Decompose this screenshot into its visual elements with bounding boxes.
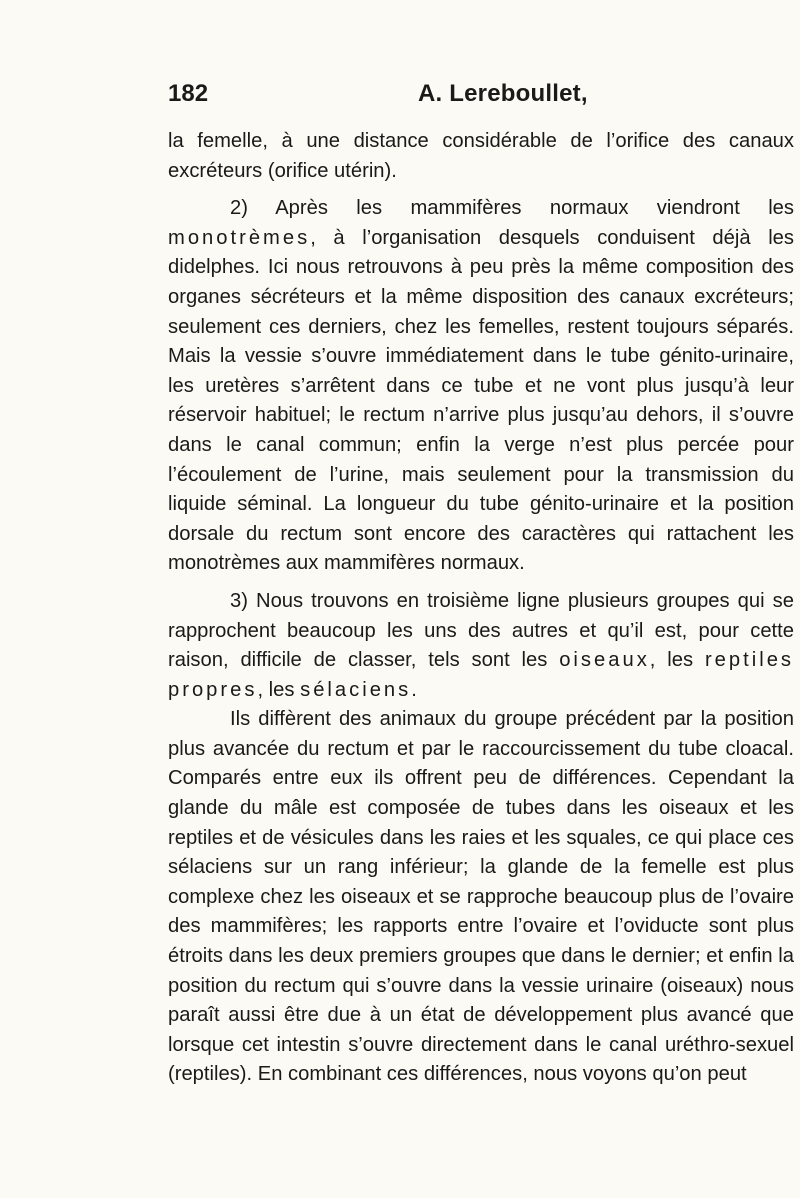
paragraph	[168, 194, 794, 579]
text-run: la femelle, à une distance considérable de l’orifice des canaux excréteurs (orifice utérin).	[168, 130, 794, 182]
running-head: A. Lereboullet,	[418, 80, 588, 107]
paragraph	[168, 127, 794, 186]
paragraph	[168, 587, 794, 705]
page-number: 182	[168, 80, 209, 107]
body-text	[168, 127, 794, 1090]
book-page	[168, 80, 794, 1090]
paragraph	[168, 705, 794, 1090]
spaced-term: oiseaux	[559, 649, 650, 672]
text-run: 3) Nous trouvons en troisième ligne plusieurs groupes qui se rapprochent beaucoup les uns des autres et qu’il est, pour cette raison, difficile de classer, tels sont les	[168, 589, 794, 672]
text-run: .	[411, 678, 417, 701]
text-run: 2) Après les mammifères normaux viendront les	[230, 197, 794, 220]
spaced-term: reptiles propres	[168, 649, 795, 701]
text-run: Ils diffèrent des animaux du groupe précédent par la position plus avancée du rectum et par le raccourcissement du tube cloacal. Comparés entre eux ils offrent peu de différences. Cependant la glande du mâle est composée de tubes dans les oiseaux et les reptiles et de vésicules dans les raies et les squales, ce qui place ces sélaciens sur un rang inférieur; la glande de la femelle est plus complexe chez les oiseaux et se rapproche beaucoup plus de l’ovaire des mammifères; les rapports entre l’ovaire et l’oviducte sont plus étroits dans les deux premiers groupes que dans le dernier; et enfin la position du rectum qui s’ouvre dans la vessie urinaire (oiseaux) nous paraît aussi être due à un état de développement plus avancé que lorsque cet intestin s’ouvre directement dans le canal uréthro-sexuel (reptiles). En combinant ces différences, nous voyons qu’on peut	[168, 708, 794, 1086]
text-run: , à l’organisation desquels conduisent déjà les didelphes. Ici nous retrouvons à peu près la même composition des organes sécréteurs et la même disposition des canaux excréteurs; seulement ces derniers, chez les femelles, restent toujours séparés. Mais la vessie s’ouvre immédiatement dans le tube génito-urinaire, les uretères s’arrêtent dans ce tube et ne vont plus jusqu’à leur réservoir habituel; le rectum n’arrive plus jusqu’au dehors, il s’ouvre dans le canal commun; enfin la verge n’est plus percée pour l’écoulement de l’urine, mais seulement pour la transmission du liquide séminal. La longueur du tube génito-urinaire et la position dorsale du rectum sont encore des caractères qui rattachent les monotrèmes aux mammifères normaux.	[168, 226, 794, 575]
text-run: , les	[257, 678, 301, 701]
page-header	[168, 80, 794, 112]
text-run: , les	[649, 649, 705, 672]
spaced-term: monotrèmes	[168, 226, 311, 249]
spaced-term: sélaciens	[300, 678, 412, 701]
